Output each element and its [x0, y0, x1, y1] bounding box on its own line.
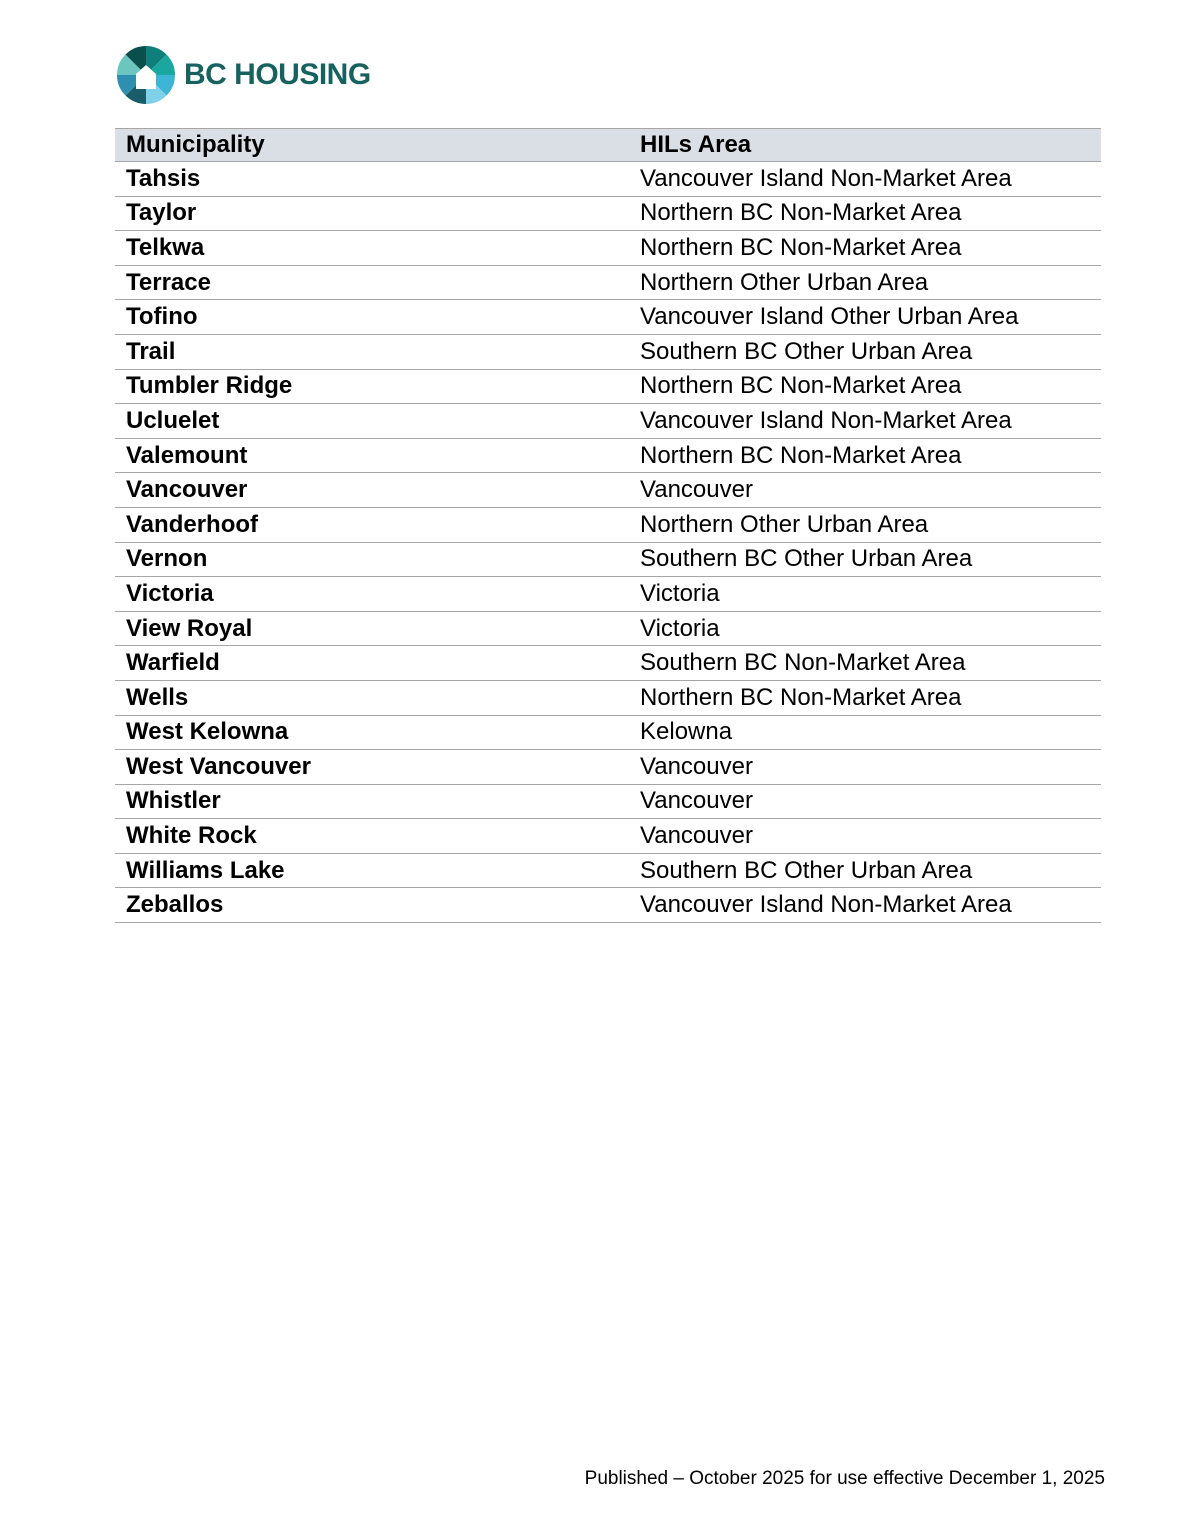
hils-area-cell: Northern BC Non-Market Area — [629, 369, 1101, 404]
municipality-cell: Trail — [115, 334, 629, 369]
municipality-cell: Warfield — [115, 646, 629, 681]
hils-area-cell: Northern BC Non-Market Area — [629, 680, 1101, 715]
hils-area-cell: Northern BC Non-Market Area — [629, 196, 1101, 231]
hils-area-cell: Vancouver Island Non-Market Area — [629, 162, 1101, 197]
hils-area-cell: Northern BC Non-Market Area — [629, 231, 1101, 266]
hils-area-cell: Northern BC Non-Market Area — [629, 438, 1101, 473]
municipality-column-header: Municipality — [115, 129, 629, 162]
municipality-cell: Williams Lake — [115, 853, 629, 888]
table-row — [115, 888, 1101, 923]
table-row — [115, 473, 1101, 508]
table-row — [115, 784, 1101, 819]
hils-area-cell: Victoria — [629, 577, 1101, 612]
table-row — [115, 369, 1101, 404]
hils-area-cell: Southern BC Other Urban Area — [629, 853, 1101, 888]
municipality-cell: Telkwa — [115, 231, 629, 266]
table-row — [115, 162, 1101, 197]
municipality-cell: Taylor — [115, 196, 629, 231]
table-row — [115, 611, 1101, 646]
table-row — [115, 750, 1101, 785]
hils-area-cell: Kelowna — [629, 715, 1101, 750]
municipality-cell: Tahsis — [115, 162, 629, 197]
table-row — [115, 334, 1101, 369]
table-row — [115, 231, 1101, 266]
hils-area-cell: Vancouver — [629, 473, 1101, 508]
municipality-cell: Ucluelet — [115, 404, 629, 439]
municipality-cell: Victoria — [115, 577, 629, 612]
municipality-cell: White Rock — [115, 819, 629, 854]
table-row — [115, 715, 1101, 750]
table-row — [115, 819, 1101, 854]
table-row — [115, 542, 1101, 577]
municipality-cell: Vernon — [115, 542, 629, 577]
municipality-cell: Vanderhoof — [115, 507, 629, 542]
hils-area-cell: Vancouver — [629, 784, 1101, 819]
hils-area-column-header: HILs Area — [629, 129, 1101, 162]
municipality-cell: View Royal — [115, 611, 629, 646]
hils-area-cell: Vancouver — [629, 750, 1101, 785]
publication-footer: Published – October 2025 for use effective December 1, 2025 — [584, 1468, 1105, 1489]
hils-area-cell: Vancouver Island Non-Market Area — [629, 404, 1101, 439]
municipality-cell: West Vancouver — [115, 750, 629, 785]
table-row — [115, 577, 1101, 612]
hils-area-cell: Southern BC Non-Market Area — [629, 646, 1101, 681]
table-row — [115, 404, 1101, 439]
hils-area-cell: Victoria — [629, 611, 1101, 646]
hils-area-cell: Northern Other Urban Area — [629, 507, 1101, 542]
hils-area-cell: Vancouver Island Other Urban Area — [629, 300, 1101, 335]
municipality-cell: Tofino — [115, 300, 629, 335]
municipality-cell: Terrace — [115, 265, 629, 300]
brand-name: BC HOUSING — [184, 58, 371, 91]
table-row — [115, 300, 1101, 335]
hils-area-cell: Vancouver — [629, 819, 1101, 854]
bc-housing-logo-icon — [116, 45, 176, 105]
hils-area-cell: Southern BC Other Urban Area — [629, 542, 1101, 577]
hils-area-cell: Northern Other Urban Area — [629, 265, 1101, 300]
table-row — [115, 507, 1101, 542]
table-row — [115, 646, 1101, 681]
hils-area-cell: Southern BC Other Urban Area — [629, 334, 1101, 369]
hils-area-table — [115, 128, 1101, 923]
hils-area-cell: Vancouver Island Non-Market Area — [629, 888, 1101, 923]
bc-housing-logo — [116, 44, 371, 106]
municipality-cell: Whistler — [115, 784, 629, 819]
table-row — [115, 196, 1101, 231]
table-header-row — [115, 129, 1101, 162]
table-row — [115, 438, 1101, 473]
municipality-cell: Valemount — [115, 438, 629, 473]
table-row — [115, 680, 1101, 715]
municipality-cell: Zeballos — [115, 888, 629, 923]
table-row — [115, 265, 1101, 300]
municipality-cell: Vancouver — [115, 473, 629, 508]
table-row — [115, 853, 1101, 888]
municipality-cell: West Kelowna — [115, 715, 629, 750]
municipality-cell: Tumbler Ridge — [115, 369, 629, 404]
municipality-cell: Wells — [115, 680, 629, 715]
